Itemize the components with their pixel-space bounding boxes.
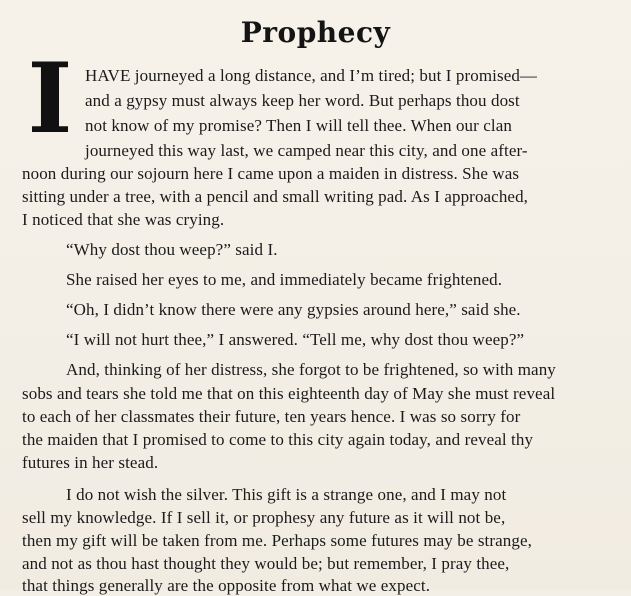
text-line: then my gift will be taken from me. Perhaps some futures may be strange, (22, 531, 532, 550)
text-line: and not as thou hast thought they would be; but remember, I pray thee, (22, 554, 510, 573)
text-line: sell my knowledge. If I sell it, or prophesy any future as it will not be, (22, 508, 506, 527)
text-line: the maiden that I promised to come to this city again today, and reveal thy (22, 430, 534, 449)
text-line: and a gypsy must always keep her word. But perhaps thou dost (85, 91, 520, 110)
text-line: I do not wish the silver. This gift is a strange one, and I may not (66, 485, 507, 504)
text-line: journeyed this way last, we camped near this city, and one after- (85, 141, 528, 160)
text-line: “Oh, I didn’t know there were any gypsies around here,” said she. (66, 300, 521, 319)
text-line: noon during our sojourn here I came upon a maiden in distress. She was (22, 164, 520, 183)
text-line: “Why dost thou weep?” said I. (66, 240, 278, 259)
page-title: Prophecy (240, 16, 391, 49)
text-line: to each of her classmates their future, ten years hence. I was so sorry for (22, 407, 521, 426)
text-line: not know of my promise? Then I will tell thee. When our clan (85, 116, 512, 135)
text-line: sobs and tears she told me that on this eighteenth day of May she must reveal (22, 384, 556, 403)
text-line: “I will not hurt thee,” I answered. “Tell me, why dost thou weep?” (66, 330, 525, 349)
text-line: HAVE journeyed a long distance, and I’m tired; but I promised— (85, 66, 538, 85)
text-line: I noticed that she was crying. (22, 210, 225, 229)
text-line: sitting under a tree, with a pencil and small writing pad. As I approached, (22, 187, 529, 206)
text-line: She raised her eyes to me, and immediately became frightened. (66, 270, 503, 289)
drop-cap: I (27, 42, 73, 155)
text-line: And, thinking of her distress, she forgot to be frightened, so with many (66, 360, 556, 379)
text-line: futures in her stead. (22, 453, 159, 472)
text-line: that things generally are the opposite from what we expect. (22, 576, 431, 595)
